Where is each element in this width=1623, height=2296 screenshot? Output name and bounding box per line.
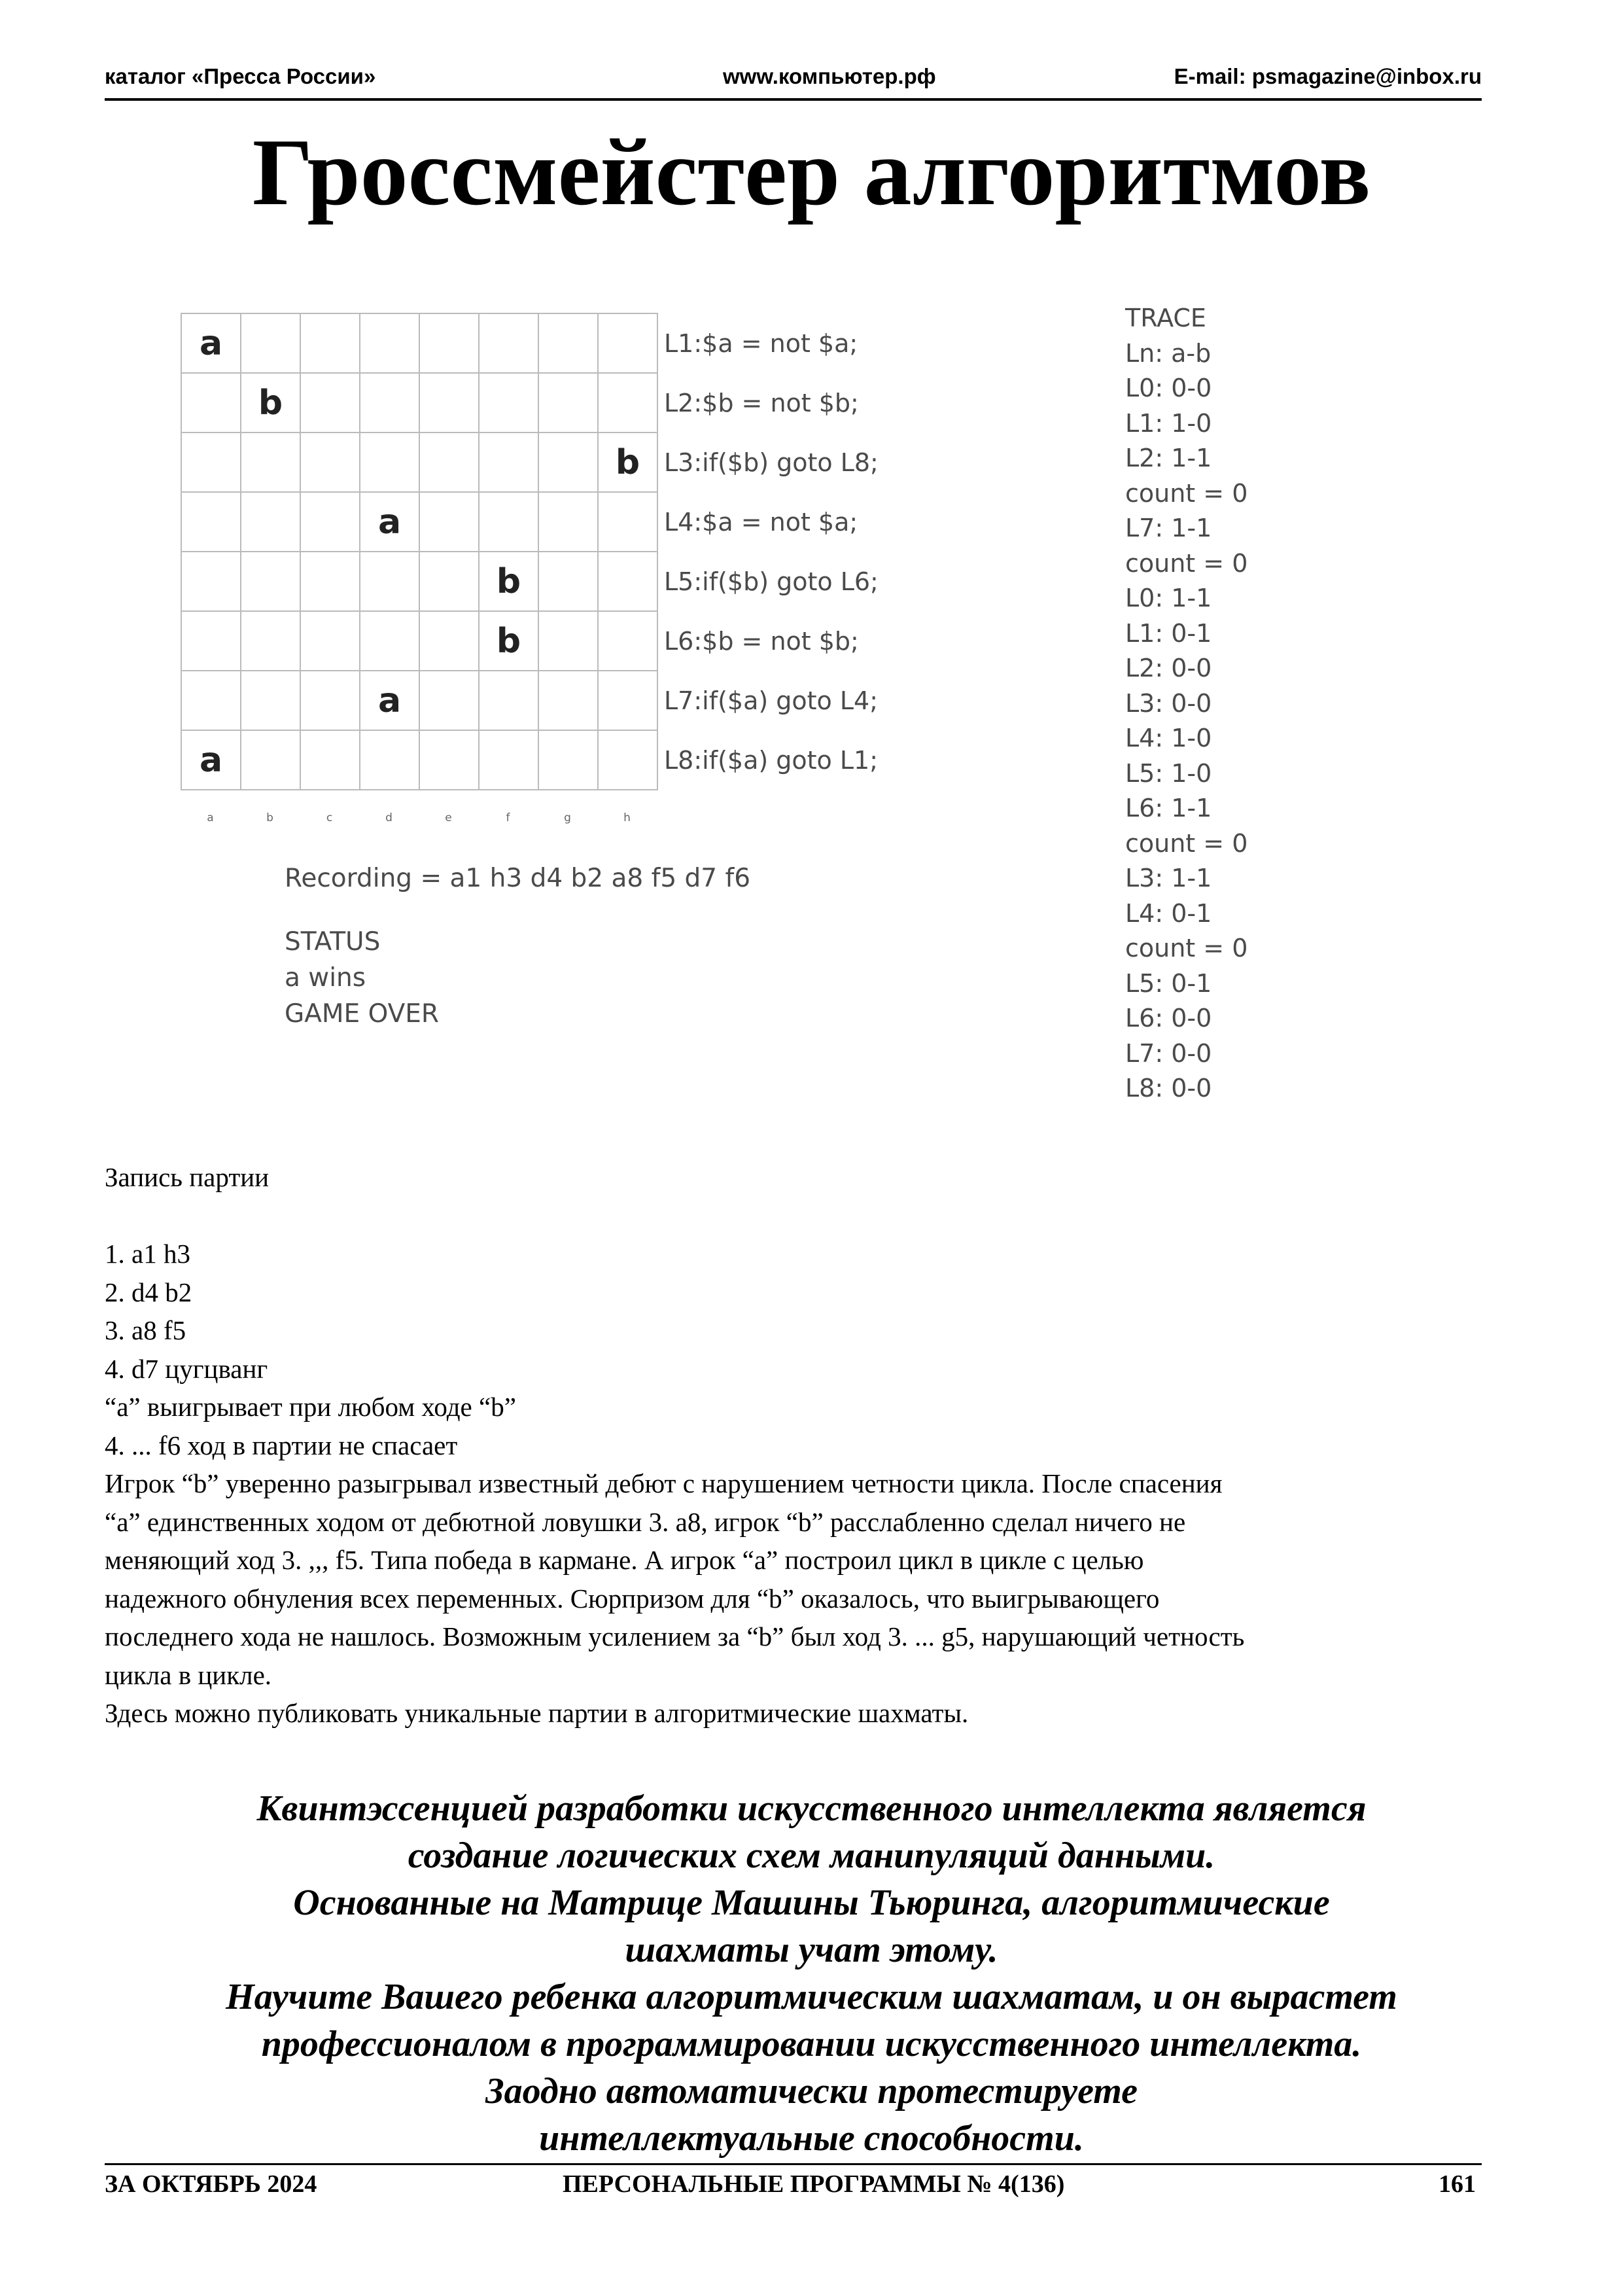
board-cell: [539, 433, 599, 493]
board-cell: [539, 374, 599, 433]
body-line: Здесь можно публиковать уникальные партии в алгоритмические шахматы.: [105, 1698, 969, 1728]
board-cell: [480, 433, 539, 493]
board-cell: [420, 433, 480, 493]
board-cell: [420, 314, 480, 374]
footer-page-number: 161: [1439, 2170, 1476, 2198]
file-label: b: [266, 811, 273, 824]
trace-line: L7: 0-0: [1125, 1038, 1212, 1068]
code-line: L7:if($a) goto L4;: [664, 686, 879, 715]
file-label: h: [623, 811, 631, 824]
board-cell: [241, 731, 301, 790]
body-line: “a” выигрывает при любом ходе “b”: [105, 1392, 516, 1422]
body-line: [105, 1197, 1492, 1235]
chess-board: [181, 313, 658, 790]
quote-line: интеллектуальные способности.: [539, 2118, 1084, 2159]
trace-line: L1: 0-1: [1125, 618, 1212, 648]
board-cell: [420, 493, 480, 552]
page-title: Гроссмейстер алгоритмов: [252, 119, 1371, 225]
board-cell: [182, 493, 241, 552]
code-line: L4:$a = not $a;: [664, 508, 858, 537]
file-label: e: [445, 811, 452, 824]
board-cell: [360, 374, 420, 433]
board-cell: [539, 314, 599, 374]
trace-line: L5: 1-0: [1125, 758, 1212, 788]
trace-line: L4: 1-0: [1125, 724, 1212, 752]
body-line: 4. d7 цугцванг: [105, 1353, 268, 1384]
closing-statement: [0, 1785, 1623, 2162]
board-piece-b: b: [241, 374, 301, 433]
board-piece-a: a: [360, 671, 420, 731]
trace-line: L4: 0-1: [1125, 898, 1212, 928]
quote-line: Квинтэссенцией разработки искусственного интеллекта является: [256, 1788, 1367, 1829]
status-winner: a wins: [285, 963, 366, 993]
body-line: меняющий ход 3. ,,, f5. Типа победа в кармане. А игрок “a” построил цикл в цикле с целью: [105, 1545, 1144, 1575]
trace-line: L0: 0-0: [1125, 374, 1212, 402]
code-line: L5:if($b) goto L6;: [664, 567, 879, 596]
board-cell: [241, 552, 301, 612]
board-cell: [360, 552, 420, 612]
board-cell: [360, 314, 420, 374]
file-label: g: [564, 811, 571, 824]
file-label: f: [506, 811, 510, 824]
quote-line: шахматы учат этому.: [625, 1930, 998, 1970]
board-cell: [182, 433, 241, 493]
board-cell: [241, 612, 301, 671]
trace-line: L3: 1-1: [1125, 864, 1212, 892]
board-cell: [599, 552, 658, 612]
footer-rule: [105, 2163, 1482, 2165]
board-cell: [420, 612, 480, 671]
board-cell: [599, 374, 658, 433]
trace-line: L2: 1-1: [1125, 444, 1212, 472]
body-line: 1. a1 h3: [105, 1239, 190, 1269]
quote-line: профессионалом в программировании искусственного интеллекта.: [261, 2024, 1362, 2064]
game-record-text: [105, 1158, 1492, 1733]
quote-line: Заодно автоматически протестируете: [485, 2071, 1138, 2111]
board-piece-b: b: [480, 552, 539, 612]
board-cell: [599, 493, 658, 552]
board-cell: [480, 493, 539, 552]
trace-line: count = 0: [1125, 934, 1248, 963]
board-cell: [301, 671, 360, 731]
trace-line: L8: 0-0: [1125, 1074, 1212, 1103]
board-cell: [241, 493, 301, 552]
body-line: “a” единственных ходом от дебютной ловушки 3. a8, игрок “b” расслабленно сделал ничего не: [105, 1506, 1186, 1537]
board-cell: [539, 552, 599, 612]
trace-listing: [1125, 301, 1248, 1106]
board-cell: [301, 314, 360, 374]
board-cell: [599, 731, 658, 790]
board-cell: [539, 612, 599, 671]
board-cell: [420, 671, 480, 731]
file-label: a: [207, 811, 214, 824]
header-rule: [105, 98, 1482, 101]
board-cell: [301, 433, 360, 493]
board-cell: [301, 374, 360, 433]
quote-line: Научите Вашего ребенка алгоритмическим шахматам, и он вырастет: [226, 1977, 1397, 2017]
status-block: [285, 924, 439, 1032]
trace-line: count = 0: [1125, 478, 1248, 508]
file-label: d: [385, 811, 393, 824]
status-game-over: GAME OVER: [285, 999, 440, 1029]
board-cell: [182, 671, 241, 731]
body-line: 4. ... f6 ход в партии не спасает: [105, 1430, 458, 1460]
board-cell: [301, 552, 360, 612]
trace-line: L2: 0-0: [1125, 654, 1212, 682]
board-cell: [599, 314, 658, 374]
code-line: L8:if($a) goto L1;: [664, 746, 879, 775]
trace-line: L6: 1-1: [1125, 794, 1212, 822]
trace-line: L5: 0-1: [1125, 968, 1212, 998]
board-cell: [182, 552, 241, 612]
board-cell: [360, 433, 420, 493]
header-website[interactable]: www.компьютер.рф: [723, 64, 936, 88]
code-line: L2:$b = not $b;: [664, 389, 859, 417]
board-cell: [420, 552, 480, 612]
board-piece-b: b: [480, 612, 539, 671]
board-cell: [599, 671, 658, 731]
board-cell: [480, 314, 539, 374]
file-label: c: [326, 811, 333, 824]
board-cell: [241, 671, 301, 731]
board-cell: [599, 612, 658, 671]
body-line: 2. d4 b2: [105, 1277, 192, 1307]
board-cell: [182, 374, 241, 433]
trace-line: count = 0: [1125, 828, 1248, 858]
board-cell: [241, 433, 301, 493]
board-cell: [182, 612, 241, 671]
board-cell: [360, 612, 420, 671]
board-file-labels: [181, 811, 657, 824]
code-listing: [664, 314, 879, 790]
section-heading: Запись партии: [105, 1162, 270, 1192]
trace-line: L6: 0-0: [1125, 1004, 1212, 1033]
board-cell: [420, 374, 480, 433]
trace-line: count = 0: [1125, 548, 1248, 578]
header-email[interactable]: E-mail: psmagazine@inbox.ru: [1174, 64, 1482, 88]
board-cell: [480, 731, 539, 790]
code-line: L3:if($b) goto L8;: [664, 448, 879, 477]
trace-line: L1: 1-0: [1125, 408, 1212, 438]
trace-heading: TRACE: [1125, 304, 1206, 332]
board-piece-b: b: [599, 433, 658, 493]
recording-line: Recording = a1 h3 d4 b2 a8 f5 d7 f6: [285, 864, 751, 893]
footer-date: ЗА ОКТЯБРЬ 2024: [105, 2170, 317, 2198]
header-catalog: каталог «Пресса России»: [105, 64, 376, 88]
board-cell: [539, 493, 599, 552]
algorithmic-chess-figure: [170, 288, 1282, 1112]
quote-line: создание логических схем манипуляций данными.: [408, 1835, 1215, 1876]
board-cell: [420, 731, 480, 790]
board-cell: [241, 314, 301, 374]
body-line: цикла в цикле.: [105, 1659, 272, 1690]
status-heading: STATUS: [285, 927, 381, 957]
board-piece-a: a: [182, 731, 241, 790]
board-cell: [480, 374, 539, 433]
body-line: Игрок “b” уверенно разыгрывал известный дебют с нарушением четности цикла. После спасения: [105, 1468, 1223, 1498]
board-cell: [301, 731, 360, 790]
board-cell: [301, 493, 360, 552]
board-cell: [480, 671, 539, 731]
board-cell: [360, 731, 420, 790]
board-cell: [301, 612, 360, 671]
trace-line: Ln: a-b: [1125, 338, 1212, 368]
quote-line: Основанные на Матрице Машины Тьюринга, алгоритмические: [293, 1882, 1330, 1923]
board-piece-a: a: [182, 314, 241, 374]
body-line: последнего хода не нашлось. Возможным усилением за “b” был ход 3. ... g5, нарушающий четность: [105, 1621, 1245, 1651]
trace-line: L7: 1-1: [1125, 514, 1212, 542]
board-cell: [539, 671, 599, 731]
board-cell: [539, 731, 599, 790]
code-line: L6:$b = not $b;: [664, 627, 859, 656]
body-line: 3. a8 f5: [105, 1315, 186, 1345]
footer-magazine: ПЕРСОНАЛЬНЫЕ ПРОГРАММЫ № 4(136): [563, 2170, 1065, 2198]
code-line: L1:$a = not $a;: [664, 329, 858, 358]
trace-line: L0: 1-1: [1125, 584, 1212, 612]
board-piece-a: a: [360, 493, 420, 552]
body-line: надежного обнуления всех переменных. Сюрпризом для “b” оказалось, что выигрывающего: [105, 1583, 1160, 1614]
trace-line: L3: 0-0: [1125, 688, 1212, 718]
